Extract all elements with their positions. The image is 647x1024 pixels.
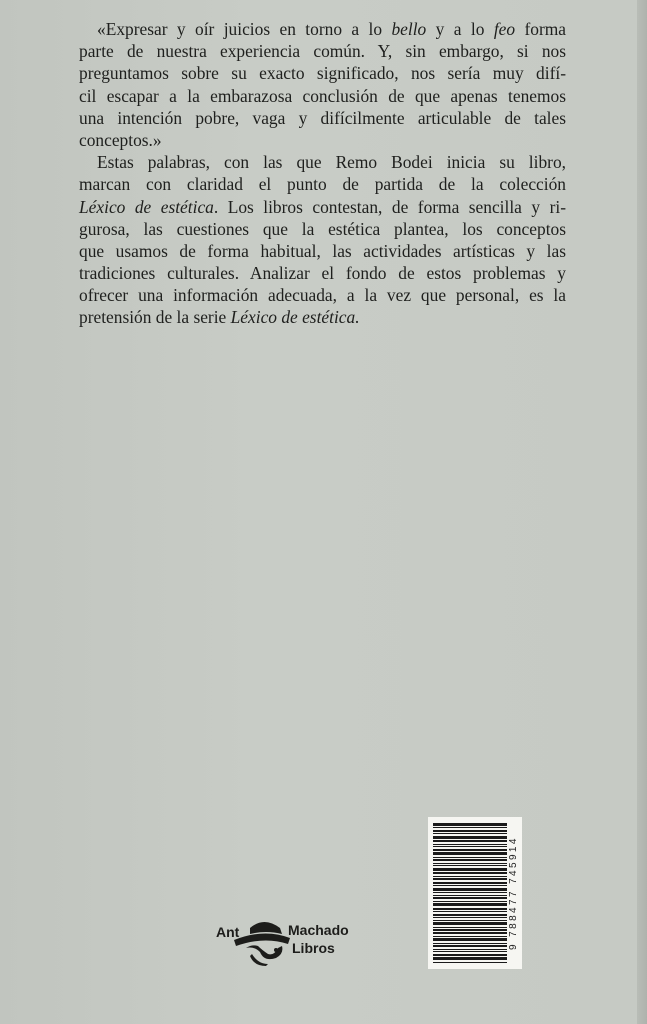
barcode-bar: [433, 892, 507, 893]
barcode-bar: [433, 949, 507, 950]
blurb-line-2: parte de nuestra experiencia común. Y, sin embargo, si nos: [79, 41, 566, 62]
barcode-bar: [433, 849, 507, 851]
blurb-line-9: Léxico de estética. Los libros contestan, de forma sencilla y ri-: [79, 196, 566, 217]
barcode-bar: [433, 908, 507, 910]
barcode-bar: [433, 885, 507, 886]
barcode-bar: [433, 857, 507, 858]
barcode-bar: [433, 945, 507, 947]
publisher-logo: [214, 918, 349, 968]
barcode-bar: [433, 922, 507, 925]
blurb-line-1: «Expresar y oír juicios en torno a lo bello y a lo feo forma: [97, 19, 566, 39]
barcode-bar: [433, 962, 507, 963]
barcode-bar: [433, 844, 507, 845]
barcode-bar: [433, 868, 507, 871]
barcode-bar: [433, 895, 507, 896]
barcode-bar: [433, 846, 507, 847]
barcode-bar: [433, 827, 507, 828]
barcode-bar: [433, 927, 507, 928]
barcode-bar: [433, 911, 507, 912]
blurb-line-13: ofrecer una información adecuada, a la vez que personal, es la: [79, 285, 566, 306]
blurb-text: [79, 18, 566, 329]
barcode-bars: [433, 823, 507, 963]
barcode-bar: [433, 859, 507, 861]
barcode-bar: [433, 954, 507, 956]
barcode-bar: [433, 914, 507, 916]
barcode-bar: [433, 901, 507, 902]
barcode-bar: [433, 920, 507, 921]
logo-machado-text: Machado: [288, 922, 349, 938]
cover-edge: [637, 0, 647, 1024]
blurb-line-12: tradiciones culturales. Analizar el fondo de estos problemas y: [79, 263, 566, 284]
barcode-digits: 9 788477 745914: [508, 836, 519, 950]
blurb-line-14: pretensión de la serie Léxico de estética.: [79, 307, 360, 328]
isbn-barcode: [428, 817, 522, 969]
barcode-bar: [433, 917, 507, 918]
barcode-bar: [433, 830, 507, 832]
logo-left-text: Ant: [216, 924, 240, 940]
barcode-bar: [433, 938, 507, 941]
barcode-bar: [433, 876, 507, 877]
barcode-bar: [433, 872, 507, 874]
blurb-line-7: Estas palabras, con las que Remo Bodei inicia su libro,: [97, 152, 566, 173]
barcode-bar: [433, 932, 507, 934]
blurb-line-3: preguntamos sobre su exacto significado, nos sería muy difí-: [79, 63, 566, 84]
blurb-line-10: gurosa, las cuestiones que la estética plantea, los conceptos: [79, 218, 566, 239]
barcode-bar: [433, 833, 507, 834]
logo-libros-text: Libros: [292, 940, 335, 956]
barcode-bar: [433, 882, 507, 884]
barcode-bar: [433, 929, 507, 931]
blurb-line-8: marcan con claridad el punto de partida de la colección: [79, 174, 566, 195]
blurb-line-6: conceptos.»: [79, 129, 162, 150]
barcode-bar: [433, 878, 507, 880]
barcode-bar: [433, 863, 507, 864]
barcode-bar: [433, 840, 507, 842]
barcode-bar: [433, 936, 507, 937]
blurb-line-4: cil escapar a la embarazosa conclusión de que apenas tenemos: [79, 85, 566, 106]
barcode-bar: [433, 943, 507, 944]
blurb-line-5: una intención pobre, vaga y difícilmente articulable de tales: [79, 107, 566, 128]
barcode-bar: [433, 903, 507, 906]
barcode-bar: [433, 897, 507, 899]
barcode-bar: [433, 888, 507, 891]
blurb-line-11: que usamos de forma habitual, las actividades artísticas y las: [79, 240, 566, 261]
barcode-bar: [433, 836, 507, 839]
barcode-bar: [433, 951, 507, 952]
barcode-bar: [433, 957, 507, 960]
barcode-bar: [433, 823, 507, 826]
barcode-bar: [433, 852, 507, 855]
barcode-bar: [433, 865, 507, 866]
